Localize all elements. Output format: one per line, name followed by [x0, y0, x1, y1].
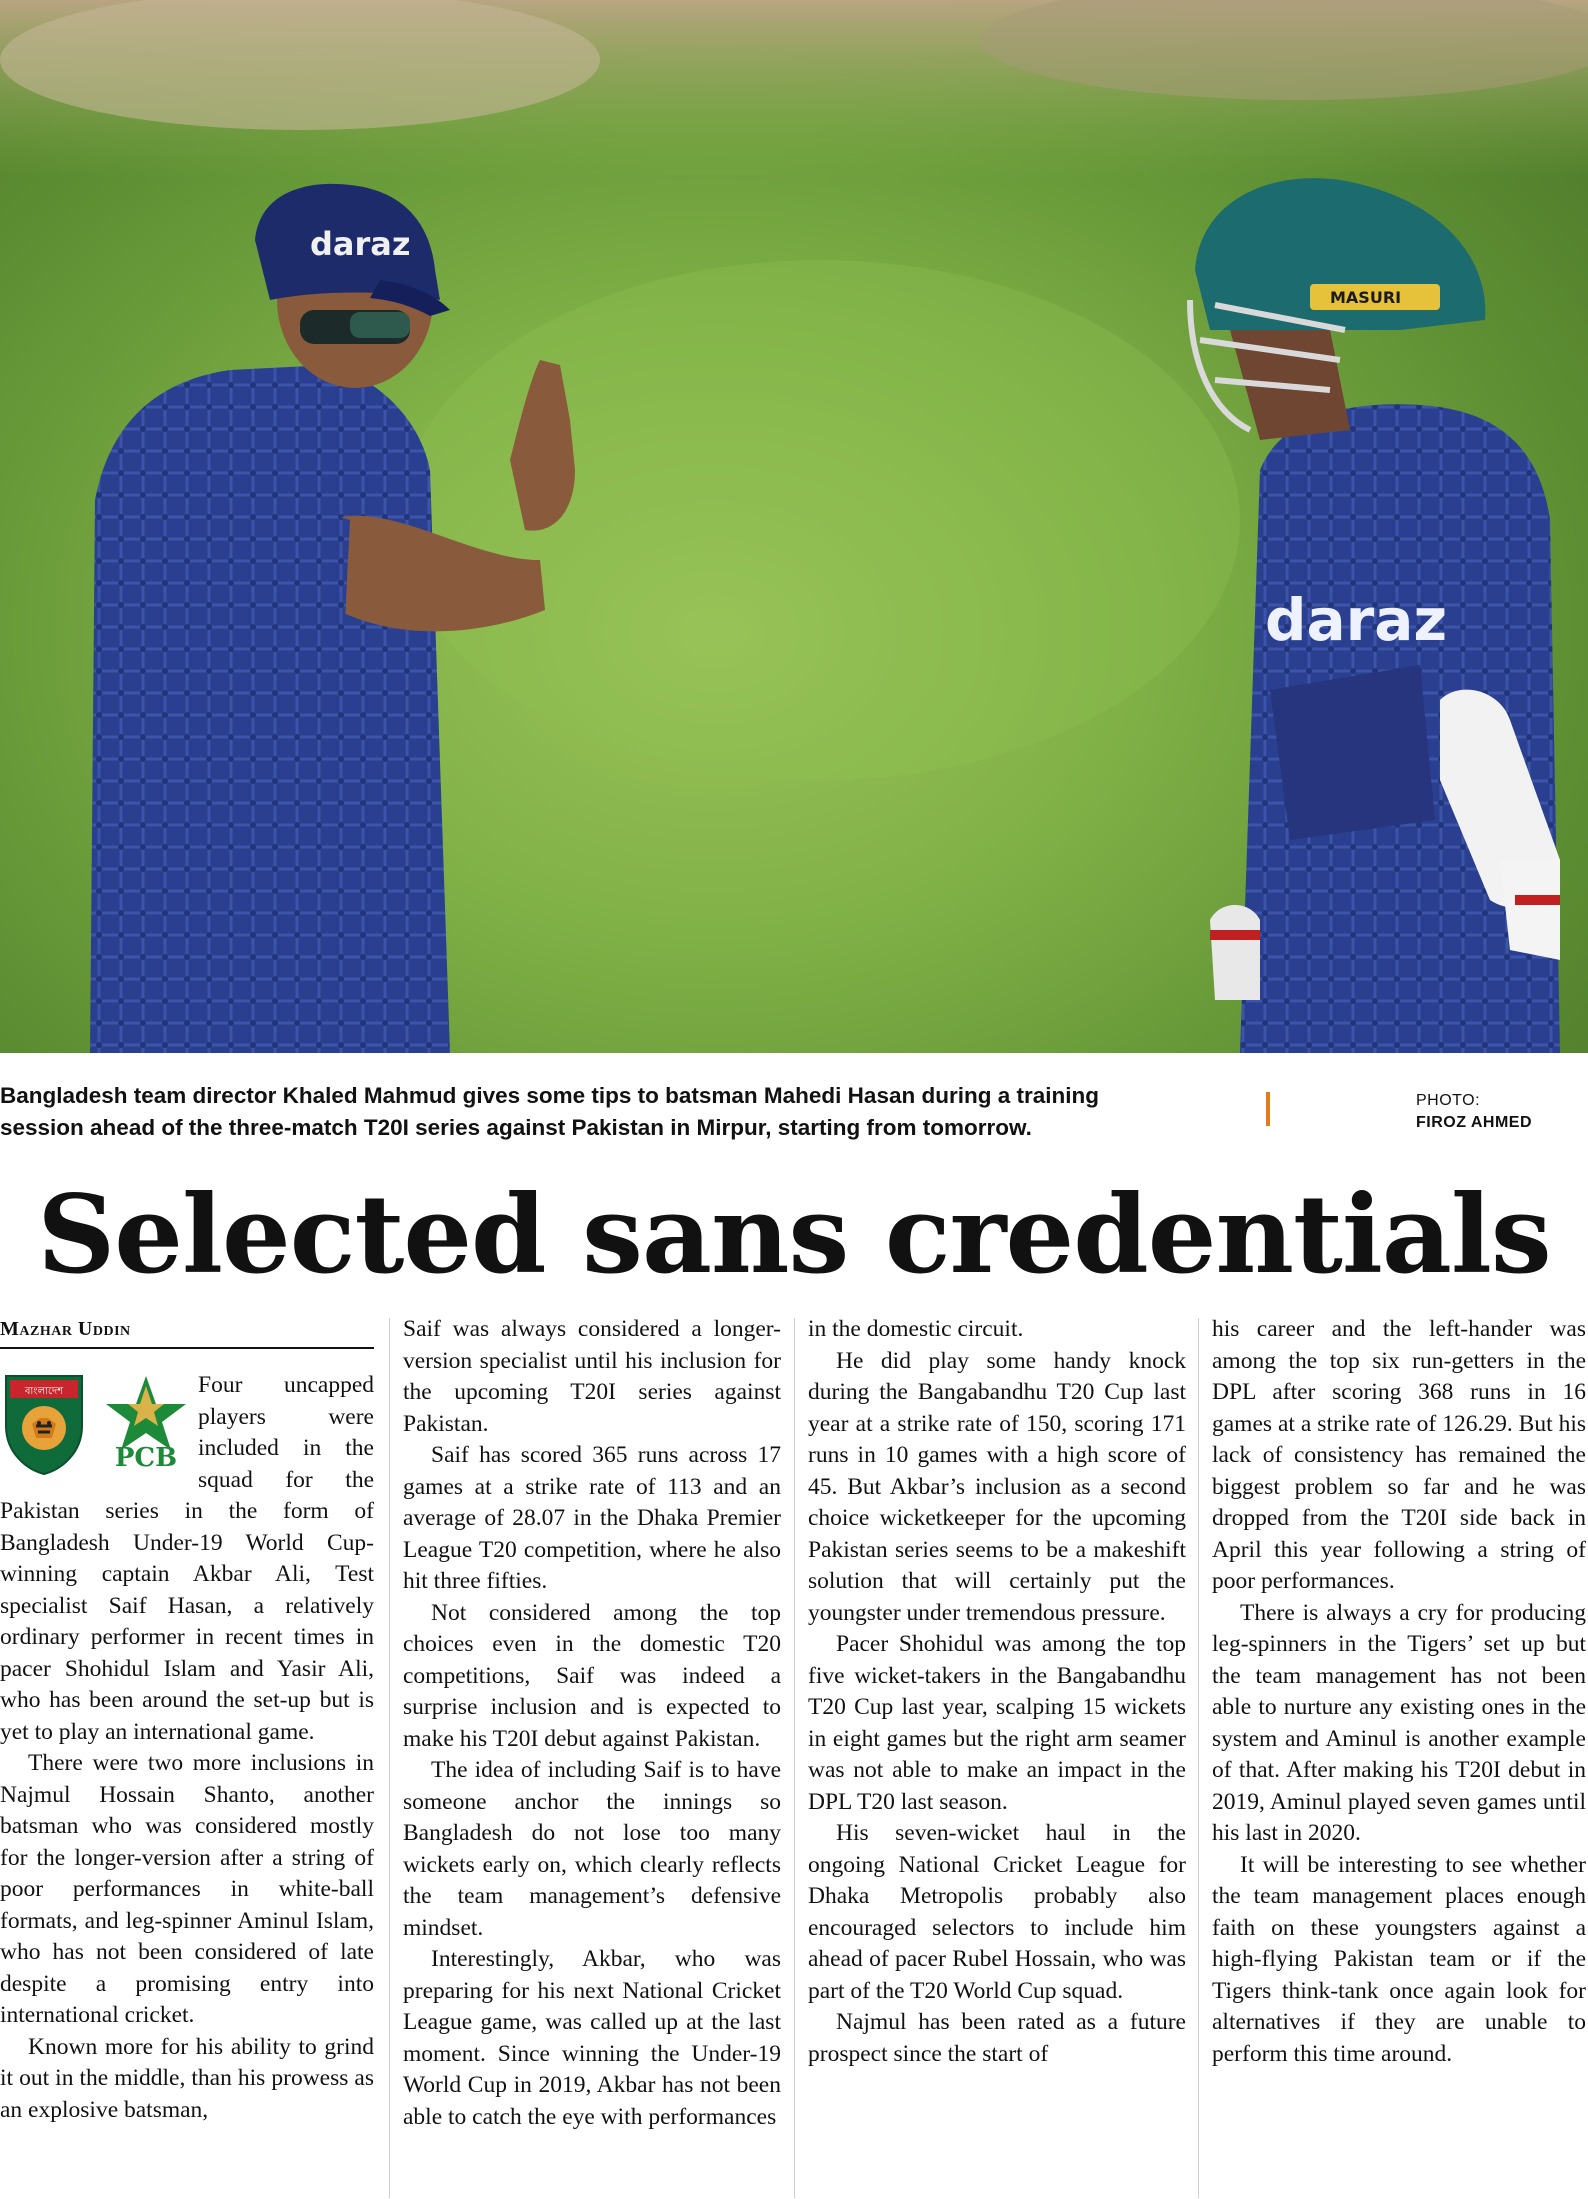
article-intro — [0, 1370, 374, 1748]
article-paragraph: There is always a cry for producing leg-spinners in the Tigers’ set up but the team management has not been able to nurture any existing ones in the system and Aminul is another example of that. After making his T20I debut in 2019, Aminul played seven games until his last in 2020. — [1212, 1599, 1586, 1846]
article-paragraph: Saif has scored 365 runs across 17 games at a strike rate of 113 and an average of 28.07 in the Dhaka Premier League T20 competition, where he also hit three fifties. — [403, 1442, 781, 1594]
article-column-2 — [403, 1314, 781, 2133]
coach-figure — [90, 184, 575, 1053]
jersey-logo-text: daraz — [1265, 586, 1448, 654]
helmet-brand-text: MASURI — [1330, 288, 1402, 307]
logo-float-space — [0, 1370, 198, 1496]
article-column-4 — [1212, 1314, 1586, 2070]
photo-credit — [1416, 1090, 1532, 1134]
photo-credit-name: FIROZ AHMED — [1416, 1114, 1533, 1131]
bcb-logo-banner: বাংলাদেশ — [24, 1386, 64, 1397]
headline: Selected sans credentials — [37, 1172, 1551, 1298]
article-paragraph: Interestingly, Akbar, who was preparing for his next National Cricket League game, was called up at the last moment. Since winning the Under-19 World Cup in 2019, Akbar has not been able to catch the eye with performances — [403, 1946, 781, 2130]
article-paragraph: Pacer Shohidul was among the top five wicket-takers in the Bangabandhu T20 Cup last year, scalping 15 wickets in eight games but the right arm seamer was not able to make an impact in the DPL T20 last season. — [808, 1631, 1186, 1815]
news-photo — [0, 0, 1588, 1053]
photo-illustration — [0, 0, 1588, 1053]
article-paragraph: He did play some handy knock during the Bangabandhu T20 Cup last year at a strike rate of 150, scoring 171 runs in 10 games with a high score of 45. But Akbar’s inclusion as a second choice wicketkeeper for the upcoming Pakistan series seems to be a makeshift solution that will certainly put the youngster under tremendous pressure. — [808, 1347, 1186, 1626]
article-paragraph: Not considered among the top choices even in the domestic T20 competitions, Saif was indeed a surprise inclusion and is expected to make his T20I debut against Pakistan. — [403, 1599, 781, 1752]
article-paragraph: The idea of including Saif is to have someone anchor the innings so Bangladesh do not lose too many wickets early on, which clearly reflects the team management’s defensive mindset. — [403, 1757, 781, 1941]
article-column-1 — [0, 1370, 374, 2126]
pcb-logo-text: PCB — [114, 1443, 178, 1468]
article-paragraph: Saif was always considered a longer-version specialist until his inclusion for the upcoming T20I series against Pakistan. — [403, 1316, 781, 1437]
photo-caption: Bangladesh team director Khaled Mahmud gives some tips to batsman Mahedi Hasan during a training session ahead of the three-match T20I series against Pakistan in Mirpur, starting from tomorrow. — [0, 1083, 1099, 1140]
article-paragraph: his career and the left-hander was among the top six run-getters in the DPL after scoring 368 runs in 16 games at a strike rate of 126.29. But his lack of consistency has remained the biggest problem so far and he was dropped from the T20I side back in April this year following a string of poor performances. — [1212, 1316, 1586, 1594]
article-paragraph: His seven-wicket haul in the ongoing National Cricket League for Dhaka Metropolis probably also encouraged selectors to include him ahead of pacer Rubel Hossain, who was part of the T20 World Cup squad. — [808, 1820, 1186, 2004]
column-rule — [1198, 1318, 1199, 2198]
credit-divider — [1266, 1092, 1270, 1126]
photo-credit-label: PHOTO: — [1416, 1092, 1481, 1109]
article-paragraph: There were two more inclusions in Najmul Hossain Shanto, another batsman who was considered mostly for the longer-version after a string of poor performances in white-ball formats, and leg-spinner Aminul Islam, who has not been considered of late despite a promising entry into international cricket. — [0, 1750, 374, 2028]
article-paragraph: in the domestic circuit. — [808, 1316, 1024, 1342]
cap-logo-text: daraz — [310, 225, 411, 263]
byline: Mazhar Uddin — [0, 1318, 374, 1349]
article-paragraph: Known more for his ability to grind it out in the middle, than his prowess as an explosive batsman, — [0, 2033, 374, 2123]
article-paragraph: Najmul has been rated as a future prospect since the start of — [808, 2009, 1186, 2067]
article-paragraph: It will be interesting to see whether the team management places enough faith on these youngsters against a high-flying Pakistan team or if the Tigers think-tank once again look for alternatives if they are unable to perform this time around. — [1212, 1851, 1586, 2067]
column-rule — [794, 1318, 795, 2198]
article-intro-text: Four uncapped players were included in the squad for the Pakistan series in the form of Bangladesh Under-19 World Cup-winning captain Akbar Ali, Test specialist Saif Hasan, a relatively ordinary performer in recent times in pacer Shohidul Islam and Yasir Ali, who has been around the set-up but is yet to play an international game. — [0, 1372, 374, 1745]
column-rule — [389, 1318, 390, 2198]
batsman-figure — [1190, 178, 1560, 1053]
article-column-3 — [808, 1314, 1186, 2070]
